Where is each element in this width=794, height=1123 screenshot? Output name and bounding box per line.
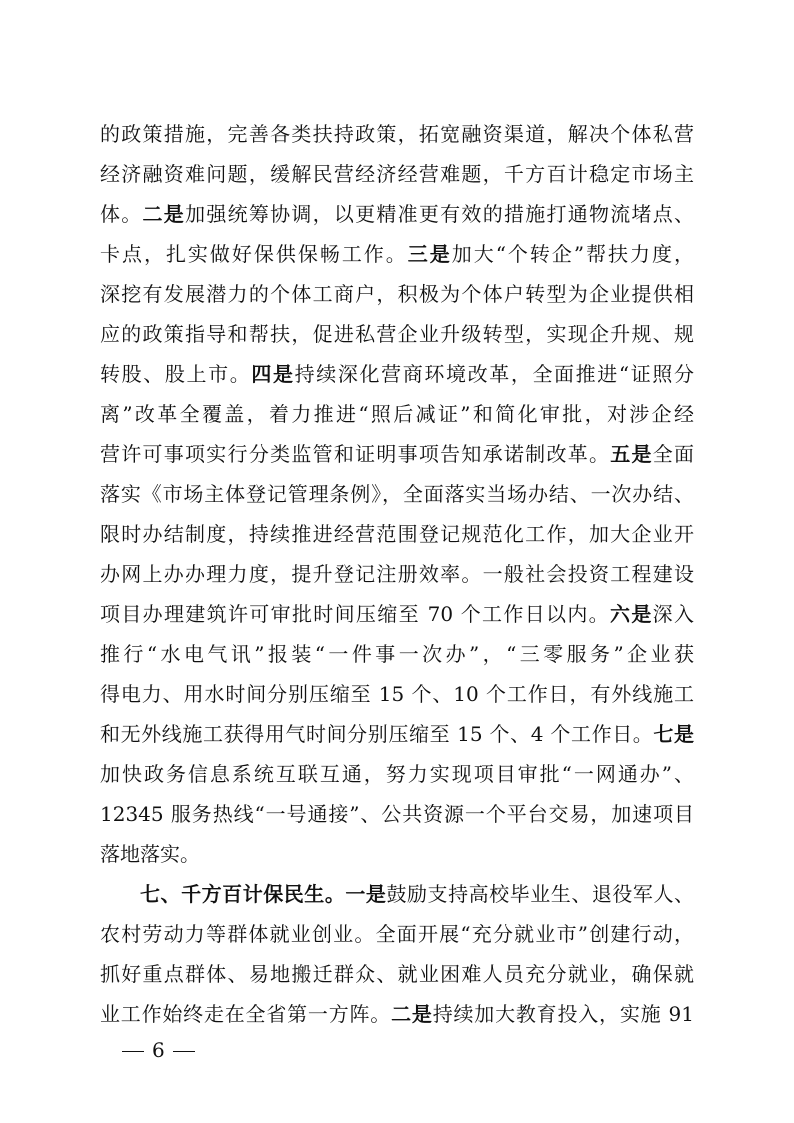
body-text-line: 限时办结制度，持续推进经营范围登记规范化工作，加大企业开: [100, 522, 694, 546]
body-text-line: 营许可事项实行分类监管和证明事项告知承诺制改革。五是全面: [100, 442, 694, 466]
point-marker-two: 二是: [142, 202, 186, 226]
body-text-line: 落地落实。: [100, 842, 200, 866]
body-text-line: 推行“水电气讯”报装“一件事一次办”，“三零服务”企业获: [100, 642, 694, 666]
body-text-line: 得电力、用水时间分别压缩至 15 个、10 个工作日，有外线施工: [100, 682, 694, 706]
body-text-line: 经济融资难问题，缓解民营经济经营难题，千方百计稳定市场主: [100, 162, 694, 186]
body-text-line: 落实《市场主体登记管理条例》，全面落实当场办结、一次办结、: [100, 482, 694, 506]
footer-dash-right: [173, 1051, 195, 1052]
body-text-line: 的政策措施，完善各类扶持政策，拓宽融资渠道，解决个体私营: [100, 122, 694, 146]
body-text-line: 农村劳动力等群体就业创业。全面开展“充分就业市”创建行动，: [100, 922, 694, 946]
point-marker-three: 三是: [407, 242, 452, 266]
body-text-line: 业工作始终走在全省第一方阵。二是持续加大教育投入，实施 91: [100, 1002, 694, 1026]
point-marker-six: 六是: [610, 602, 653, 626]
body-text-line: 深挖有发展潜力的个体工商户，积极为个体户转型为企业提供相: [100, 282, 694, 306]
body-text-line: 离”改革全覆盖，着力推进“照后减证”和简化审批，对涉企经: [100, 402, 694, 426]
body-text-line: 项目办理建筑许可审批时间压缩至 70 个工作日以内。六是深入: [100, 602, 694, 626]
body-text-line: 办网上办办理力度，提升登记注册效率。一般社会投资工程建设: [100, 562, 694, 586]
page-footer: [114, 1036, 203, 1064]
body-text-line: 抓好重点群体、易地搬迁群众、就业困难人员充分就业，确保就: [100, 962, 694, 986]
body-text-line: 和无外线施工获得用气时间分别压缩至 15 个、4 个工作日。七是: [100, 722, 694, 746]
section-heading-line: 七、千方百计保民生。一是鼓励支持高校毕业生、退役军人、: [140, 882, 694, 906]
point-marker-one: 一是: [345, 882, 387, 906]
body-text-line: 应的政策指导和帮扶，促进私营企业升级转型，实现企升规、规: [100, 322, 694, 346]
body-text-line: 12345 服务热线“一号通接”、公共资源一个平台交易，加速项目: [100, 802, 694, 826]
body-text-line: 加快政务信息系统互联互通，努力实现项目审批“一网通办”、: [100, 762, 694, 786]
body-text-line: 转股、股上市。四是持续深化营商环境改革，全面推进“证照分: [100, 362, 694, 386]
body-text-line: 体。二是加强统筹协调，以更精准更有效的措施打通物流堵点、: [100, 202, 694, 226]
section-heading: 七、千方百计保民生。: [140, 882, 346, 906]
point-marker-two: 二是: [391, 1002, 433, 1026]
footer-dash-left: [122, 1051, 144, 1052]
point-marker-seven: 七是: [653, 722, 694, 746]
body-text-line: 卡点，扎实做好保供保畅工作。三是加大“个转企”帮扶力度，: [100, 242, 694, 266]
page-number: 6: [152, 1038, 165, 1062]
point-marker-four: 四是: [251, 362, 295, 386]
point-marker-five: 五是: [610, 442, 653, 466]
